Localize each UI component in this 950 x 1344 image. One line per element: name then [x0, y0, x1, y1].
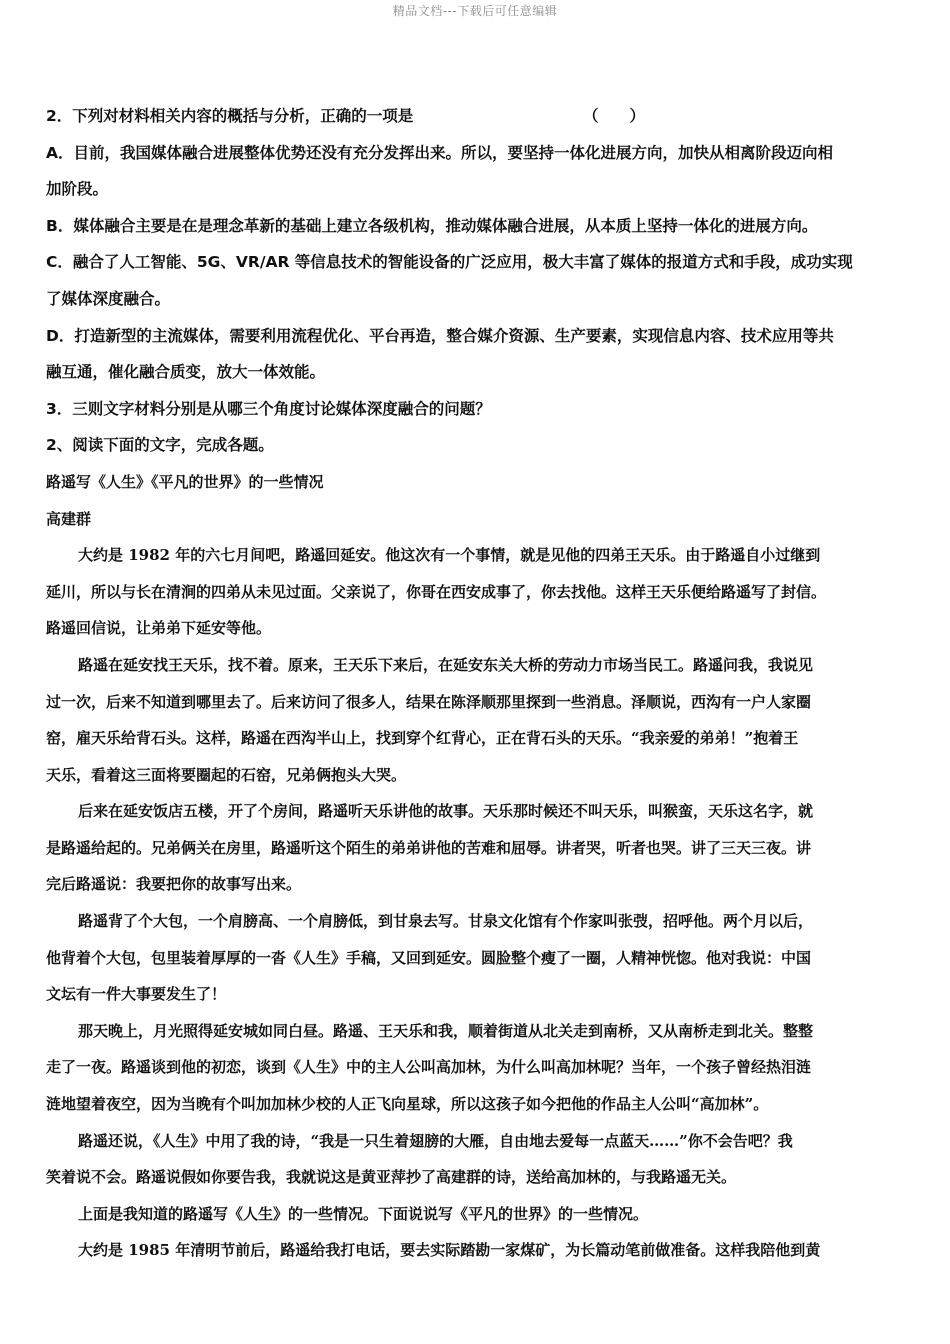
article-author: 高建群 [46, 509, 92, 528]
body-line: 上面是我知道的路遥写《人生》的一些情况。下面说说写《平凡的世界》的一些情况。 [78, 1204, 649, 1223]
option-c-line-1: C．融合了人工智能、5G、VR/AR 等信息技术的智能设备的广泛应用，极大丰富了媒体的报道方式和手段，成功实现 [46, 253, 853, 272]
question-3-stem: 3．三则文字材料分别是从哪三个角度讨论媒体深度融合的问题？ [46, 399, 491, 418]
body-line: 他背着个大包，包里装着厚厚的一沓《人生》手稿，又回到延安。圆脸整个瘦了一圈，人精神恍惚。他对我说：中国 [46, 948, 812, 967]
body-line: 是路遥给起的。兄弟俩关在房里，路遥听这个陌生的弟弟讲他的苦难和屈辱。讲者哭，听者也哭。讲了三天三夜。讲 [46, 838, 812, 857]
body-line: 完后路遥说：我要把你的故事写出来。 [46, 875, 302, 894]
article-title: 路遥写《人生》《平凡的世界》的一些情况 [46, 472, 324, 491]
option-a-line-1: A．目前，我国媒体融合进展整体优势还没有充分发挥出来。所以，要坚持一体化进展方向，加快从相离阶段迈向相 [46, 143, 833, 162]
body-line: 路遥背了个大包，一个肩膀高、一个肩膀低，到甘泉去写。甘泉文化馆有个作家叫张弢，招呼他。两个月以后， [78, 912, 814, 931]
body-line: 过一次，后来不知道到哪里去了。后来访问了很多人，结果在陈泽顺那里探到一些消息。泽顺说，西沟有一户人家圈 [46, 692, 812, 711]
body-line: 延川，所以与长在清涧的四弟从未见过面。父亲说了，你哥在西安成事了，你去找他。这样王天乐便给路遥写了封信。 [46, 582, 827, 601]
question-2-text: 2．下列对材料相关内容的概括与分析，正确的一项是 [46, 107, 414, 125]
body-line: 文坛有一件大事要发生了！ [46, 985, 227, 1004]
body-line: 笑着说不会。路遥说假如你要告我，我就说这是黄亚萍抄了高建群的诗，送给高加林的，与我路遥无关。 [46, 1168, 737, 1187]
option-d-line-2: 融互通，催化融合质变，放大一体效能。 [46, 363, 326, 382]
body-line: 涟地望着夜空，因为当晚有个叫加加林少校的人正飞向星球，所以这孩子如今把他的作品主人公叫“高加林”。 [46, 1095, 769, 1114]
body-line: 后来在延安饭店五楼，开了个房间，路遥听天乐讲他的故事。天乐那时候还不叫天乐，叫猴蛮，天乐这名字，就 [78, 802, 814, 821]
section-2-intro: 2、阅读下面的文字，完成各题。 [46, 436, 274, 455]
answer-paren: （ ） [583, 107, 646, 125]
body-line: 天乐，看着这三面将要圈起的石窑，兄弟俩抱头大哭。 [46, 765, 407, 784]
option-d-line-1: D．打造新型的主流媒体，需要利用流程优化、平台再造，整合媒介资源、生产要素，实现信息内容、技术应用等共 [46, 326, 834, 345]
body-line: 那天晚上，月光照得延安城如同白昼。路遥、王天乐和我，顺着街道从北关走到南桥，又从南桥走到北关。整整 [78, 1021, 814, 1040]
body-line: 走了一夜。路遥谈到他的初恋，谈到《人生》中的主人公叫高加林，为什么叫高加林呢？当年，一个孩子曾经热泪涟 [46, 1058, 812, 1077]
body-line: 大约是 1982 年的六七月间吧，路遥回延安。他这次有一个事情，就是见他的四弟王天乐。由于路遥自小过继到 [78, 546, 821, 565]
page-header: 精品文档---下载后可任意编辑 [392, 4, 558, 18]
body-line: 窑，雇天乐给背石头。这样，路遥在西沟半山上，找到穿个红背心，正在背石头的天乐。“我亲爱的弟弟！”抱着王 [46, 729, 799, 748]
body-line: 路遥在延安找王天乐，找不着。原来，王天乐下来后，在延安东关大桥的劳动力市场当民工。路遥问我，我说见 [78, 655, 814, 674]
body-line: 大约是 1985 年清明节前后，路遥给我打电话，要去实际踏勘一家煤矿，为长篇动笔前做准备。这样我陪他到黄 [78, 1241, 821, 1260]
option-c-line-2: 了媒体深度融合。 [46, 289, 171, 308]
document-body [46, 98, 906, 1269]
body-line: 路遥回信说，让弟弟下延安等他。 [46, 619, 272, 638]
option-a-line-2: 加阶段。 [46, 180, 109, 199]
question-2-stem [46, 98, 906, 135]
option-b-line-1: B．媒体融合主要是在是理念革新的基础上建立各级机构，推动媒体融合进展，从本质上坚持一体化的进展方向。 [46, 216, 818, 235]
body-line: 路遥还说，《人生》中用了我的诗，“我是一只生着翅膀的大雁，自由地去爱每一点蓝天……”你不会告吧？我 [78, 1131, 793, 1150]
